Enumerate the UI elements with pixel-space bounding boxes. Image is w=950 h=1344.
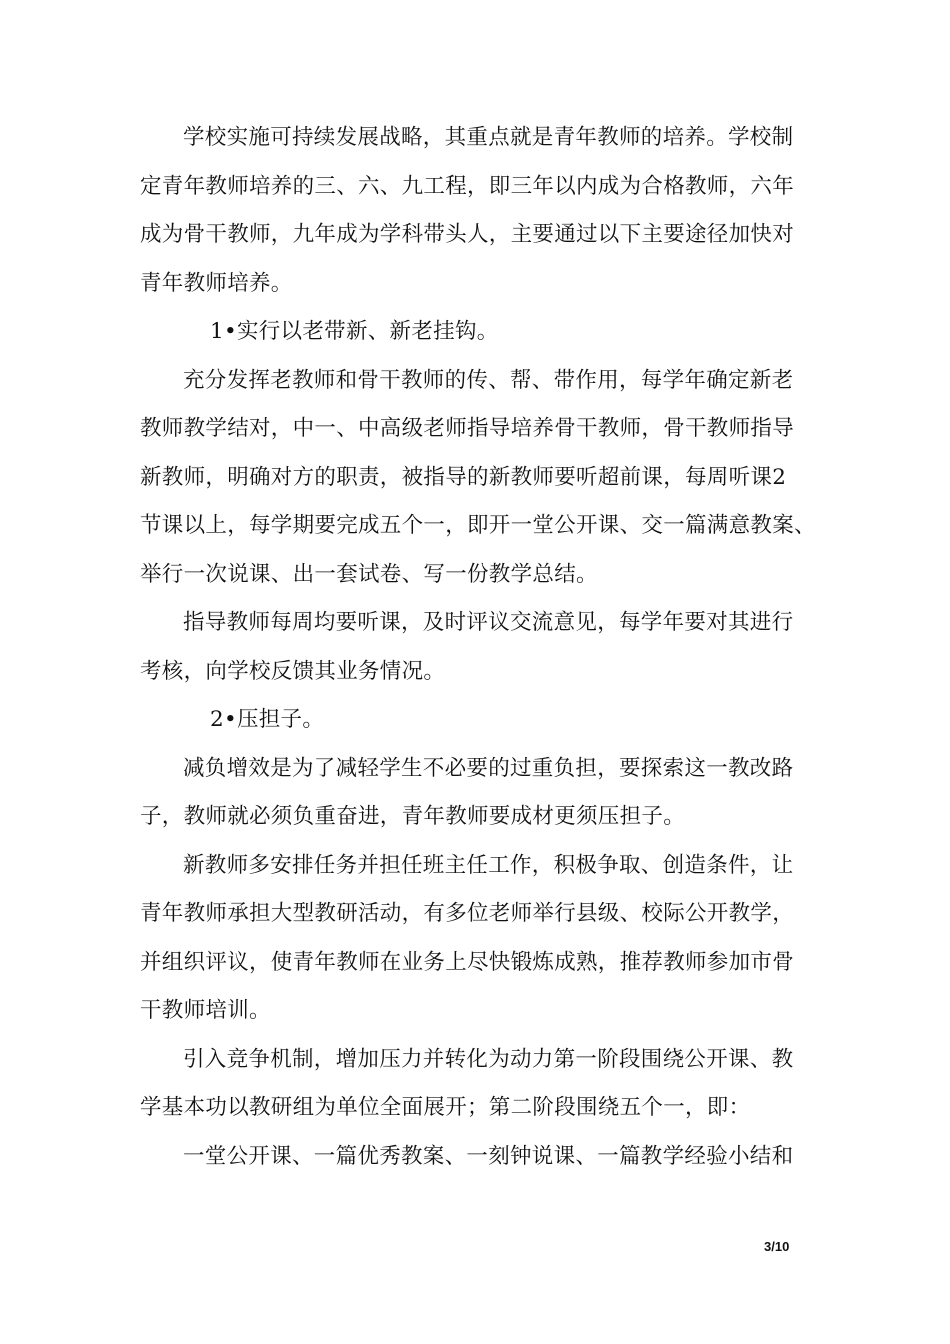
paragraph-line: 定青年教师培养的三、六、九工程，即三年以内成为合格教师，六年 bbox=[140, 173, 795, 199]
paragraph-line: 节课以上，每学期要完成五个一，即开一堂公开课、交一篇满意教案、 bbox=[140, 513, 816, 538]
section-heading: 2•压担子。 bbox=[210, 707, 325, 732]
paragraph-line: 成为骨干教师，九年成为学科带头人，主要通过以下主要途径加快对 bbox=[140, 222, 795, 247]
paragraph-line: 考核，向学校反馈其业务情况。 bbox=[140, 658, 446, 684]
paragraph-line: 青年教师承担大型教研活动，有多位老师举行县级、校际公开教学， bbox=[140, 901, 795, 926]
paragraph-line: 青年教师培养。 bbox=[140, 270, 293, 296]
paragraph-line: 新教师多安排任务并担任班主任工作，积极争取、创造条件，让 bbox=[183, 852, 794, 878]
paragraph-line: 一堂公开课、一篇优秀教案、一刻钟说课、一篇教学经验小结和 bbox=[183, 1143, 794, 1169]
paragraph-line: 举行一次说课、出一套试卷、写一份教学总结。 bbox=[140, 561, 598, 587]
paragraph-line: 充分发挥老教师和骨干教师的传、帮、带作用，每学年确定新老 bbox=[183, 367, 794, 393]
document-body bbox=[140, 114, 820, 1181]
page-number: 3/10 bbox=[764, 1239, 790, 1254]
paragraph-line: 指导教师每周均要听课，及时评议交流意见，每学年要对其进行 bbox=[183, 610, 794, 635]
section-heading: 1•实行以老带新、新老挂钩。 bbox=[210, 319, 499, 344]
paragraph-line: 学校实施可持续发展战略，其重点就是青年教师的培养。学校制 bbox=[183, 125, 794, 150]
paragraph-line: 学基本功以教研组为单位全面展开；第二阶段围绕五个一，即： bbox=[140, 1095, 751, 1120]
paragraph-line: 引入竞争机制，增加压力并转化为动力第一阶段围绕公开课、教 bbox=[183, 1046, 794, 1072]
paragraph-line: 减负增效是为了减轻学生不必要的过重负担，要探索这一教改路 bbox=[183, 755, 794, 781]
paragraph-line: 并组织评议，使青年教师在业务上尽快锻炼成熟，推荐教师参加市骨 bbox=[140, 949, 795, 975]
paragraph-line: 教师教学结对，中一、中高级老师指导培养骨干教师，骨干教师指导 bbox=[140, 416, 795, 441]
paragraph-line: 干教师培训。 bbox=[140, 998, 271, 1023]
paragraph-line: 子，教师就必须负重奋进，青年教师要成材更须压担子。 bbox=[140, 804, 686, 829]
paragraph-line: 新教师，明确对方的职责，被指导的新教师要听超前课，每周听课2 bbox=[140, 464, 787, 490]
